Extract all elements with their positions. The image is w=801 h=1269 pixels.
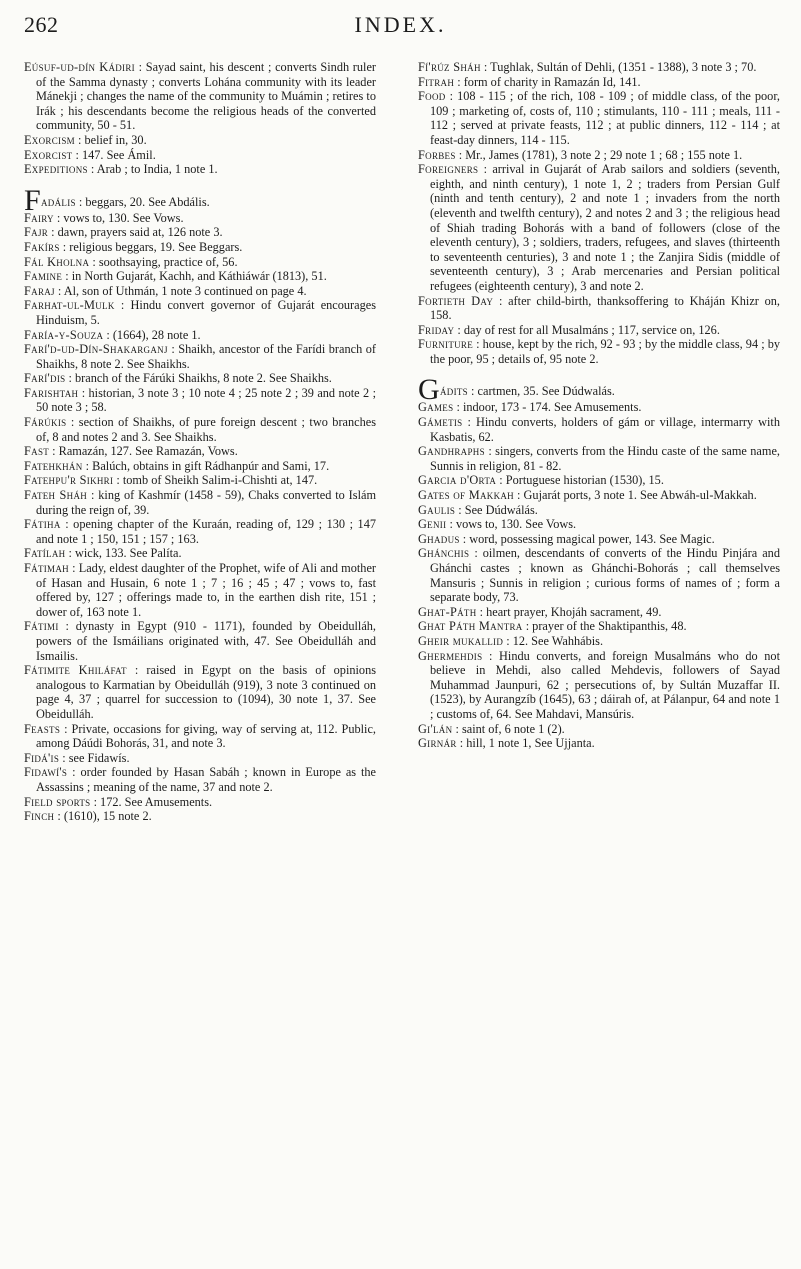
index-entry (24, 444, 376, 459)
entry-headword: Farí'd-ud-Dín-Shakarganj (24, 342, 168, 357)
entry-headword: Fajr (24, 225, 49, 240)
entry-text: : (1610), 15 note 2. (57, 809, 152, 824)
entry-text: : indoor, 173 - 174. See Amusements. (456, 400, 642, 415)
index-entry (24, 211, 376, 226)
entry-headword: Faría-y-Souza (24, 327, 104, 342)
entry-headword: Garcia d'Orta (418, 473, 497, 488)
index-entry (24, 765, 376, 794)
entry-headword: Gaulis (418, 502, 456, 517)
entry-text: : opening chapter of the Kuraán, reading of, 129 ; 130 ; 147 and note 1 ; 150, 151 ; 157 ; 163. (36, 517, 376, 546)
index-entry (24, 162, 376, 177)
entry-headword: Farishtah (24, 385, 79, 400)
entry-text: : order founded by Hasan Sabáh ; known in Europe as the Assassins ; meaning of the name, 37 and note 2. (36, 765, 376, 794)
entry-headword: Expeditions (24, 162, 88, 177)
entry-text: : house, kept by the rich, 92 - 93 ; by the middle class, 94 ; by the poor, 95 ; details of, 95 note 2. (430, 337, 780, 366)
index-entry (418, 400, 780, 415)
entry-headword: Feasts (24, 721, 61, 736)
entry-text: : soothsaying, practice of, 56. (92, 254, 238, 269)
entry-text: : See Dúdwálás. (458, 502, 538, 517)
entry-text: : wick, 133. See Palíta. (68, 546, 182, 561)
index-entry (24, 225, 376, 240)
entry-text: : heart prayer, Khojáh sacrament, 49. (479, 604, 662, 619)
entry-headword: Exorcist (24, 147, 73, 162)
entry-text: : raised in Egypt on the basis of opinions analogous to Karmatian by Obeidulláh (919), 3 note 3 continued on page 4, 37 ; quarrel for succession to (1094), 30 note 1, 37. See Obeidulláh. (36, 663, 377, 721)
entry-text: : Ramazán, 127. See Ramazán, Vows. (52, 444, 238, 459)
index-entry (418, 60, 780, 75)
entry-headword: Fidawí's (24, 765, 68, 780)
entry-text: : after child-birth, thanksoffering to Kháján Khizr on, 158. (430, 293, 780, 323)
entry-headword: Farí'dis (24, 371, 66, 386)
entry-text: : tomb of Sheikh Salim-i-Chishti at, 147. (116, 473, 318, 488)
entry-headword: Games (418, 400, 454, 415)
entry-text: : Shaikh, ancestor of the Farídi branch of Shaikhs, 8 note 2. See Shaikhs. (36, 342, 377, 371)
entry-headword: Gandhraphs (418, 444, 485, 459)
index-entry (418, 546, 780, 604)
entry-headword: Gi'lán (418, 721, 453, 736)
index-entry (418, 415, 780, 444)
index-entry (418, 634, 780, 649)
entry-text: : beggars, 20. See Abdális. (78, 194, 210, 209)
index-entry (24, 284, 376, 299)
entry-text: : vows to, 130. See Vows. (449, 517, 577, 532)
entry-headword: Fátimite Khiláfat (24, 663, 127, 678)
entry-text: : in North Gujarát, Kachh, and Káthiáwár (1813), 51. (65, 269, 327, 284)
entry-text: : cartmen, 35. See Dúdwalás. (471, 384, 615, 399)
entry-headword: Fateh Sháh (24, 488, 88, 503)
index-entry (418, 503, 780, 518)
entry-headword: Finch (24, 809, 55, 824)
entry-headword: Ghánchis (418, 546, 470, 561)
index-entry (418, 722, 780, 737)
index-entry (24, 60, 376, 133)
entry-text: : Portuguese historian (1530), 15. (499, 473, 664, 488)
entry-headword: Gates of Makkah (418, 488, 514, 503)
entry-text: : Arab ; to India, 1 note 1. (90, 162, 218, 177)
entry-headword: Fí'rúz Sháh (418, 60, 481, 74)
drop-cap-letter: F (24, 183, 41, 217)
entry-text: : Private, occasions for giving, way of serving at, 112. Public, among Dáúdi Bohorás, 31, and note 3. (36, 721, 376, 751)
entry-headword: Faraj (24, 283, 55, 298)
index-entry (418, 473, 780, 488)
entry-text: : Al, son of Uthmán, 1 note 3 continued on page 4. (57, 283, 307, 298)
entry-text: : prayer of the Shaktipanthis, 48. (525, 619, 687, 634)
entry-text: : oilmen, descendants of converts of the Hindu Pinjára and Ghánchi castes ; known as Ghánchi-Bohorás ; call themselves Mansuris ; Sunnis in religion ; curious forms of names of ; form a separate body, 73. (430, 546, 780, 605)
entry-text: : dynasty in Egypt (910 - 1171), founded by Obeidulláh, powers of the Ismáilians originated with, 47. See Obeidulláh and Ismailis. (36, 619, 376, 663)
entry-headword: Ghat-Páth (418, 604, 477, 619)
index-entry (24, 751, 376, 766)
entry-text: : 108 - 115 ; of the rich, 108 - 109 ; of middle class, of the poor, 109 ; marketing of, costs of, 110 ; stimulants, 110 - 111 ; meals, 111 - 112 ; served at private feasts, 112 ; at public dinners, 112 - 114 ; at feast-day dinners, 114 - 115. (430, 89, 781, 147)
index-entry (24, 328, 376, 343)
index-entry (418, 532, 780, 547)
index-entry (24, 148, 376, 163)
entry-headword: Food (418, 89, 446, 104)
entry-text: : 147. See Ámil. (75, 147, 156, 162)
entry-headword: Ghadus (418, 531, 460, 546)
index-entry (24, 371, 376, 386)
index-entry (24, 255, 376, 270)
entry-headword: Famine (24, 269, 63, 284)
entry-headword: Fárúkis (24, 415, 67, 430)
index-entry (24, 488, 376, 517)
entry-text: : religious beggars, 19. See Beggars. (62, 239, 243, 254)
index-entry (24, 795, 376, 810)
entry-text: : Sayad saint, his descent ; converts Sindh ruler of the Samma dynasty ; converts Lohána community with its leader Mánekji ; changes the name of the community to Muámin ; retires to Irák ; his descendants become the religious heads of the converted community, 50 - 51. (36, 60, 377, 133)
index-entry (418, 649, 780, 722)
entry-text: : Balúch, obtains in gift Rádhanpúr and Sami, 17. (85, 458, 330, 473)
index-entry (418, 373, 780, 407)
entry-text: : Hindu converts, holders of gám or village, intermarry with Kasbatis, 62. (430, 415, 780, 444)
entry-headword: Fast (24, 444, 50, 459)
index-entry (24, 342, 376, 371)
entry-text: : vows to, 130. See Vows. (56, 210, 184, 225)
index-entry (24, 473, 376, 488)
entry-text: : see Fidawís. (62, 750, 130, 765)
entry-headword: Friday (418, 322, 455, 337)
entry-headword: Forbes (418, 147, 456, 162)
index-entry (418, 605, 780, 620)
section-gap (24, 177, 376, 191)
entry-text: : hill, 1 note 1, See Ujjanta. (459, 736, 595, 751)
index-entry (24, 722, 376, 751)
index-entry (24, 415, 376, 444)
index-entry (24, 561, 376, 619)
entry-text: : Hindu convert governor of Gujarát encourages Hinduism, 5. (36, 298, 376, 327)
index-entry (24, 459, 376, 474)
entry-headword: Gádits (418, 373, 468, 407)
entry-headword: Gámetis (418, 415, 463, 430)
entry-text: : Hindu converts, and foreign Musalmáns who do not believe in Mehdi, also called Mehdevis, followers of Sayad Muhammad Jaunpuri, 62 ; persecutions of, by Sultán Muzaffar II. (1523), by Aurangzíb (1645), 63 ; dáirah of, at Pálanpur, 64 and note 1 ; customs of, 64. See Mahdavi, Mansúris. (430, 648, 780, 721)
index-entry (24, 546, 376, 561)
index-entry (418, 89, 780, 147)
entry-text: : belief in, 30. (78, 132, 147, 147)
entry-headword: Fidá'is (24, 750, 60, 765)
index-entry (418, 148, 780, 163)
entry-headword: Eúsuf-ud-dín Kádiri (24, 60, 135, 74)
entry-text: : Tughlak, Sultán of Dehli, (1351 - 1388), 3 note 3 ; 70. (483, 60, 757, 74)
entry-text: : dawn, prayers said at, 126 note 3. (51, 225, 223, 240)
entry-text: : 172. See Amusements. (93, 794, 213, 809)
entry-text: : (1664), 28 note 1. (106, 327, 201, 342)
index-column-right (418, 60, 780, 751)
index-entry (418, 619, 780, 634)
drop-cap-letter: G (418, 373, 440, 407)
entry-headword: Fátimi (24, 619, 59, 634)
entry-text: : saint of, 6 note 1 (2). (455, 721, 565, 736)
index-entry (24, 133, 376, 148)
entry-headword: Ghat Páth Mantra (418, 619, 523, 634)
entry-headword: Fatehpu'r Sikhri (24, 473, 114, 488)
index-entry (24, 386, 376, 415)
index-entry (418, 517, 780, 532)
entry-headword: Gheir mukallid (418, 633, 504, 648)
entry-headword: Fál Kholna (24, 254, 90, 269)
index-entry (24, 183, 376, 217)
index-entry (418, 294, 780, 323)
index-entry (418, 75, 780, 90)
index-entry (418, 488, 780, 503)
entry-text: : Lady, eldest daughter of the Prophet, wife of Ali and mother of Hasan and Husain, 6 note 1 ; 7 ; 16 ; 45 ; 47 ; vows to, fast offered by, 127 ; offerings made to, in the earthen dish rite, 151 ; dower of, 163 note 1. (36, 561, 376, 619)
index-entry (24, 809, 376, 824)
entry-text: : 12. See Wahhábis. (506, 633, 604, 648)
index-entry (24, 663, 376, 721)
entry-headword: Ghermehdis (418, 648, 483, 663)
entry-text: : singers, converts from the Hindu caste of the same name, Sunnis in religion, 81 - 82. (430, 444, 780, 473)
entry-headword: Fadális (24, 183, 76, 217)
index-entry (24, 298, 376, 327)
entry-headword: Fátimah (24, 561, 69, 575)
entry-text: : historian, 3 note 3 ; 10 note 4 ; 25 note 2 ; 39 and note 2 ; 50 note 3 ; 58. (36, 385, 376, 415)
entry-text: : word, possessing magical power, 143. See Magic. (462, 531, 715, 546)
entry-text: : king of Kashmír (1458 - 59), Chaks converted to Islám during the reign of, 39. (36, 488, 377, 517)
index-entry (418, 444, 780, 473)
index-entry (24, 619, 376, 663)
entry-headword: Fakírs (24, 239, 60, 254)
entry-headword: Genii (418, 517, 447, 532)
entry-headword: Exorcism (24, 132, 75, 147)
page-number: 262 (24, 12, 59, 37)
entry-headword: Fitrah (418, 74, 455, 89)
entry-headword: Fairy (24, 210, 54, 225)
index-entry (24, 517, 376, 546)
index-entry (24, 240, 376, 255)
index-entry (24, 269, 376, 284)
entry-text: : form of charity in Ramazán Id, 141. (457, 74, 641, 89)
section-gap (418, 366, 780, 380)
entry-headword: Farhat-ul-Mulk (24, 298, 115, 313)
page-title: INDEX. (354, 12, 447, 37)
entry-text: : section of Shaikhs, of pure foreign descent ; two branches of, 8 and notes 2 and 3. See Shaikhs. (36, 415, 377, 444)
entry-text: : Mr., James (1781), 3 note 2 ; 29 note 1 ; 68 ; 155 note 1. (458, 147, 743, 162)
entry-headword: Foreigners (418, 162, 479, 177)
entry-headword: Fatehkhán (24, 458, 83, 473)
entry-headword: Fatílah (24, 546, 66, 561)
entry-headword: Field sports (24, 794, 91, 809)
index-entry (418, 162, 780, 293)
entry-text: : arrival in Gujarát of Arab sailors and soldiers (seventh, eighth, and ninth century), 1 note 1, 2 ; traders from Persian Gulf (ninth and tenth century), 2 and note 1 ; invaders from the north (eleventh and twelfth century), 2 and notes 2 and 3 ; the religious head of Shiah trading Bohorás with a band of followers (close of the eleventh century), 3 ; soldiers, traders, refugees, and slaves (thirteenth to seventeenth centuries), 3 and note 1 ; the Zanjira Sidis (middle of seventeenth century), 3 ; Arab mercenaries and Persian political refugees (eighteenth century), 3 and note 2. (430, 162, 780, 293)
entry-text: : Gujarát ports, 3 note 1. See Abwáh-ul-Makkah. (517, 488, 757, 503)
entry-headword: Girnár (418, 736, 457, 751)
index-entry (418, 337, 780, 366)
index-column-left (24, 60, 376, 824)
entry-headword: Fortieth Day (418, 293, 494, 308)
entry-text: : branch of the Fárúki Shaikhs, 8 note 2. See Shaikhs. (68, 371, 332, 386)
entry-text: : day of rest for all Musalmáns ; 117, service on, 126. (457, 322, 720, 337)
index-entry (418, 736, 780, 751)
entry-headword: Fátiha (24, 517, 61, 532)
entry-headword: Furniture (418, 337, 474, 352)
index-entry (418, 323, 780, 338)
